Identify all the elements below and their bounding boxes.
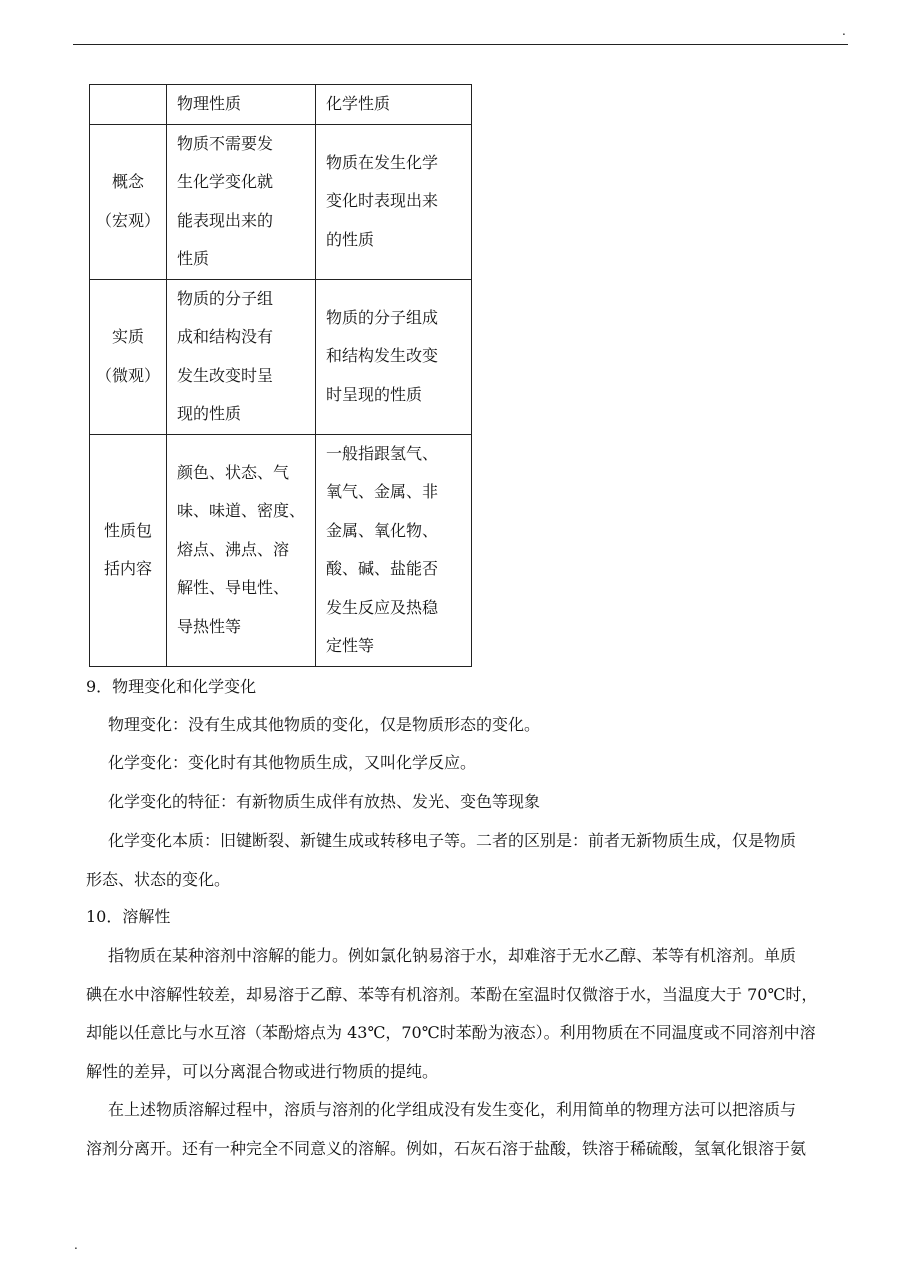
section-10-paragraph-1: 指物质在某种溶剂中溶解的能力。例如氯化钠易溶于水，却难溶于无水乙醇、苯等有机溶剂。单质 碘在水中溶解性较差，却易溶于乙醇、苯等有机溶剂。苯酚在室温时仅微溶于水，当温度大于 70℃时， 却能以任意比与水互溶（苯酚熔点为 43℃，70℃时苯酚为液态）。利用物质在不同温度或不同溶剂中溶 解性的差异，可以分离混合物或进行物质的提纯。 [86, 946, 818, 1081]
section-9-chemical-features: 化学变化的特征：有新物质生成伴有放热、发光、变色等现象 [108, 792, 541, 811]
header-rule [73, 44, 848, 45]
physical-cell: 物质的分子组 成和结构没有 发生改变时呈 现的性质 [167, 279, 316, 434]
chemical-cell: 物质在发生化学 变化时表现出来 的性质 [316, 124, 472, 279]
chemical-cell: 物质的分子组成 和结构发生改变 时呈现的性质 [316, 279, 472, 434]
section-9-essence: 化学变化本质：旧键断裂、新键生成或转移电子等。二者的区别是：前者无新物质生成，仅是物质 形态、状态的变化。 [86, 831, 797, 889]
section-9-title: 9．物理变化和化学变化 [86, 677, 257, 696]
table-row [90, 124, 472, 279]
footer-dot: . [74, 1238, 78, 1252]
properties-table [89, 84, 472, 667]
table-row [90, 279, 472, 434]
section-10-title: 10．溶解性 [86, 907, 171, 926]
table-header-physical: 物理性质 [167, 85, 316, 125]
row-label: 实质 （微观） [90, 279, 167, 434]
section-9-physical-change: 物理变化：没有生成其他物质的变化，仅是物质形态的变化。 [108, 715, 541, 734]
table-header-chemical: 化学性质 [316, 85, 472, 125]
table-header-blank [90, 85, 167, 125]
physical-cell: 颜色、状态、气 味、味道、密度、 熔点、沸点、溶 解性、导电性、 导热性等 [167, 434, 316, 666]
physical-cell: 物质不需要发 生化学变化就 能表现出来的 性质 [167, 124, 316, 279]
chemical-cell: 一般指跟氢气、 氧气、金属、非 金属、氧化物、 酸、碱、盐能否 发生反应及热稳 定性等 [316, 434, 472, 666]
section-10-paragraph-2: 在上述物质溶解过程中，溶质与溶剂的化学组成没有发生变化，利用简单的物理方法可以把溶质与 溶剂分离开。还有一种完全不同意义的溶解。例如，石灰石溶于盐酸，铁溶于稀硫酸，氢氧化银溶于氨 [86, 1100, 807, 1158]
table-row [90, 434, 472, 666]
table-header-row [90, 85, 472, 125]
header-dot: . [842, 24, 846, 38]
row-label: 概念 （宏观） [90, 124, 167, 279]
row-label: 性质包 括内容 [90, 434, 167, 666]
section-9-chemical-change: 化学变化：变化时有其他物质生成，又叫化学反应。 [108, 753, 477, 772]
